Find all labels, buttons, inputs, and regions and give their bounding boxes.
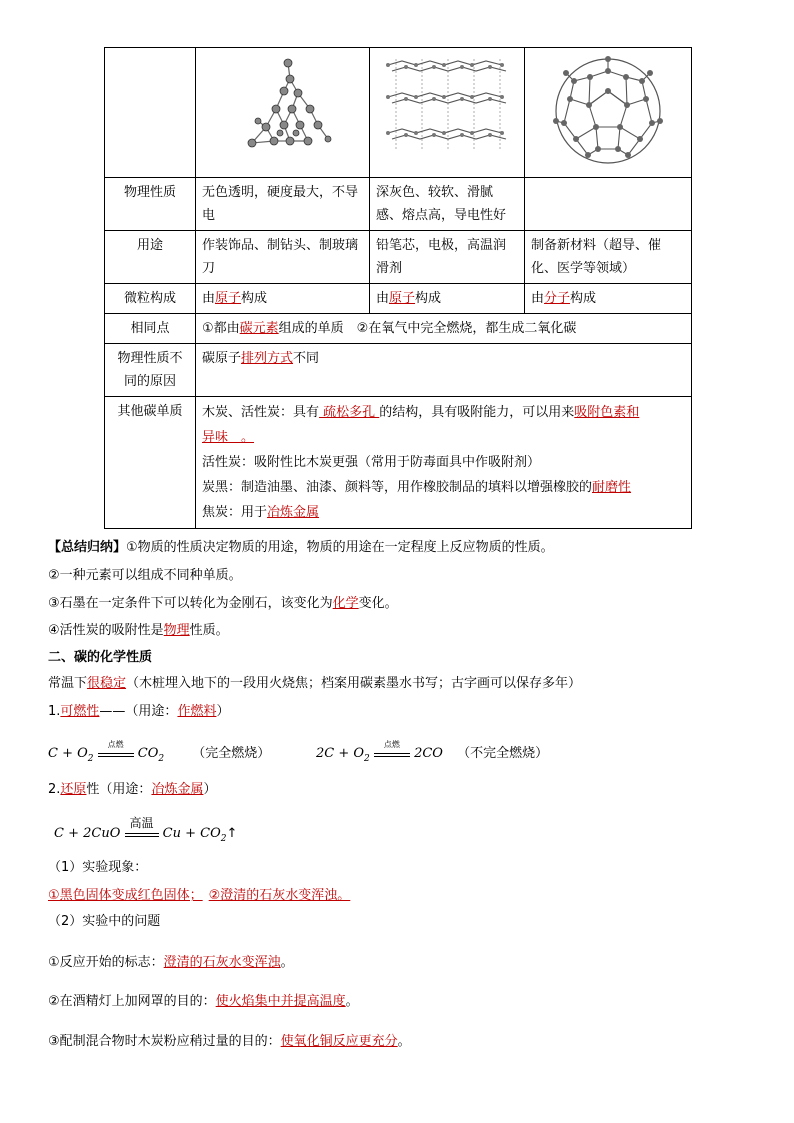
text: ①都由 bbox=[202, 321, 240, 336]
intro-line bbox=[48, 674, 581, 694]
table-cell bbox=[525, 284, 692, 314]
text-line: 活性炭：吸附性比木炭更强（常用于防毒面具中作吸附剂） bbox=[202, 455, 541, 470]
text: ①反应开始的标志： bbox=[48, 955, 164, 970]
eq-condition bbox=[125, 816, 159, 837]
eq-condition-text: 高温 bbox=[129, 816, 154, 830]
eq-note: （不完全燃烧） bbox=[457, 746, 549, 761]
table-row bbox=[105, 314, 692, 344]
text: ②在酒精灯上加网罩的目的： bbox=[48, 994, 216, 1009]
text: 性（用途： bbox=[86, 782, 152, 797]
table-cell: 作装饰品、制钻头、制玻璃刀 bbox=[196, 231, 370, 284]
text: ） bbox=[216, 704, 230, 719]
equation-reduction bbox=[54, 816, 238, 845]
eq-lhs: C + 2CuO bbox=[54, 826, 121, 841]
text-line bbox=[202, 400, 685, 425]
questions-heading: （2）实验中的问题 bbox=[48, 914, 161, 929]
section-title: 二、碳的化学性质 bbox=[48, 650, 153, 665]
eq-note: （完全燃烧） bbox=[192, 746, 271, 761]
text: 由 bbox=[531, 291, 545, 306]
reducibility-line bbox=[48, 780, 216, 800]
table-cell: 铅笔芯，电极，高温润滑剂 bbox=[370, 231, 525, 284]
eq-sub: 2 bbox=[364, 754, 370, 764]
text: ④活性炭的吸附性是 bbox=[48, 623, 164, 638]
eq-condition-text: 点燃 bbox=[383, 740, 400, 749]
eq-sub: 2 bbox=[87, 754, 94, 764]
answer-text: 使火焰集中并提高温度 bbox=[215, 994, 346, 1009]
answer-text: ②澄清的石灰水变浑浊。 bbox=[208, 888, 351, 903]
text: ③石墨在一定条件下可以转化为金刚石，该变化为 bbox=[48, 596, 333, 611]
answer-text: 作燃料 bbox=[177, 704, 217, 719]
text: 不同 bbox=[293, 351, 320, 366]
table-row bbox=[105, 231, 692, 284]
text: 木炭、活性炭：具有 bbox=[202, 405, 320, 420]
answer-text: 异味 。 bbox=[202, 430, 255, 445]
answer-text: 耐磨性 bbox=[592, 480, 632, 495]
text: ——（用途： bbox=[99, 704, 178, 719]
text: 构成 bbox=[415, 291, 442, 306]
answer-text: 使氧化铜反应更充分 bbox=[280, 1034, 398, 1049]
row-label: 物理性质 bbox=[105, 178, 196, 231]
text: 1. bbox=[48, 704, 61, 719]
text: 的结构，具有吸附能力，可以用来 bbox=[379, 405, 575, 420]
eq-rhs: Cu + CO bbox=[162, 826, 221, 841]
answer-text: ①黑色固体变成红色固体； bbox=[48, 888, 203, 903]
text: ） bbox=[203, 782, 217, 797]
text: 组成的单质 ②在氧气中完全燃烧，都生成二氧化碳 bbox=[278, 321, 577, 336]
table-cell bbox=[196, 314, 692, 344]
carbon-properties-table bbox=[104, 47, 692, 529]
gas-arrow: ↑ bbox=[226, 826, 238, 841]
table-cell bbox=[196, 284, 370, 314]
summary-line-2: ②一种元素可以组成不同种单质。 bbox=[48, 568, 242, 583]
table-cell: 深灰色、较软、滑腻感、熔点高，导电性好 bbox=[370, 178, 525, 231]
answer-text: 冶炼金属 bbox=[151, 782, 204, 797]
table-row bbox=[105, 48, 692, 178]
table-cell bbox=[196, 344, 692, 397]
answer-text: 疏松多孔 bbox=[319, 405, 380, 420]
eq-condition bbox=[98, 740, 134, 757]
question-line-3 bbox=[48, 1032, 411, 1052]
summary-line-1 bbox=[48, 538, 554, 558]
text: ①物质的性质决定物质的用途，物质的用途在一定程度上反应物质的性质。 bbox=[126, 540, 554, 555]
text: ③配制混合物时木炭粉应稍过量的目的： bbox=[48, 1034, 281, 1049]
answer-text: 很稳定 bbox=[87, 676, 127, 691]
row-label: 微粒构成 bbox=[105, 284, 196, 314]
answer-text: 澄清的石灰水变浑浊 bbox=[163, 955, 281, 970]
text: 构成 bbox=[570, 291, 597, 306]
text: 。 bbox=[397, 1034, 411, 1049]
row-label: 其他碳单质 bbox=[105, 397, 196, 529]
answer-text: 可燃性 bbox=[60, 704, 100, 719]
summary-line-4 bbox=[48, 621, 229, 641]
observation-line bbox=[48, 886, 350, 906]
text: 焦炭：用于 bbox=[202, 505, 268, 520]
text: 性质。 bbox=[189, 623, 229, 638]
equation-complete-combustion bbox=[48, 740, 271, 765]
table-cell: 制备新材料（超导、催化、医学等领域） bbox=[525, 231, 692, 284]
equation-incomplete-combustion bbox=[316, 740, 549, 765]
question-line-1 bbox=[48, 953, 294, 973]
combustibility-line bbox=[48, 702, 229, 722]
diamond-structure-image bbox=[196, 48, 370, 178]
text: 物理性质不 bbox=[117, 351, 183, 366]
text-line bbox=[202, 475, 685, 500]
text-line bbox=[202, 500, 685, 525]
answer-text: 物理 bbox=[163, 623, 190, 638]
table-cell: 无色透明，硬度最大，不导电 bbox=[196, 178, 370, 231]
eq-sub: 2 bbox=[158, 754, 165, 764]
text: 由 bbox=[376, 291, 390, 306]
eq-rhs: CO bbox=[137, 746, 159, 761]
answer-text: 分子 bbox=[544, 291, 571, 306]
row-label: 用途 bbox=[105, 231, 196, 284]
answer-text: 碳元素 bbox=[239, 321, 279, 336]
summary-line-3 bbox=[48, 594, 398, 614]
eq-condition bbox=[374, 740, 410, 757]
text: 构成 bbox=[241, 291, 268, 306]
answer-text: 还原 bbox=[60, 782, 87, 797]
eq-lhs: C + O bbox=[48, 746, 88, 761]
table-cell bbox=[370, 284, 525, 314]
table-row bbox=[105, 397, 692, 529]
row-label bbox=[105, 344, 196, 397]
row-label: 相同点 bbox=[105, 314, 196, 344]
text-line bbox=[202, 425, 685, 450]
answer-text: 排列方式 bbox=[241, 351, 294, 366]
table-row bbox=[105, 344, 692, 397]
table-cell bbox=[196, 397, 692, 529]
eq-sub: 2 bbox=[220, 834, 227, 844]
eq-rhs: 2CO bbox=[414, 746, 443, 761]
text: 碳原子 bbox=[202, 351, 242, 366]
c60-structure-image bbox=[525, 48, 692, 178]
answer-text: 化学 bbox=[332, 596, 359, 611]
answer-text: 原子 bbox=[215, 291, 242, 306]
table-row bbox=[105, 178, 692, 231]
answer-text: 原子 bbox=[389, 291, 416, 306]
text: 2. bbox=[48, 782, 61, 797]
summary-heading: 【总结归纳】 bbox=[48, 540, 127, 555]
text: 常温下 bbox=[48, 676, 88, 691]
text: 炭黑：制造油墨、油漆、颜料等，用作橡胶制品的填料以增强橡胶的 bbox=[202, 480, 593, 495]
observation-heading: （1）实验现象： bbox=[48, 860, 148, 875]
text: 。 bbox=[280, 955, 294, 970]
empty-cell bbox=[105, 48, 196, 178]
answer-text: 冶炼金属 bbox=[267, 505, 320, 520]
eq-lhs: 2C + O bbox=[316, 746, 365, 761]
answer-text: 吸附色素和 bbox=[574, 405, 640, 420]
table-row bbox=[105, 284, 692, 314]
graphite-structure-image bbox=[370, 48, 525, 178]
question-line-2 bbox=[48, 992, 359, 1012]
eq-condition-text: 点燃 bbox=[107, 740, 124, 749]
table-cell bbox=[525, 178, 692, 231]
text: 。 bbox=[345, 994, 359, 1009]
text: 同的原因 bbox=[123, 374, 176, 389]
text: 由 bbox=[202, 291, 216, 306]
text: （木桩埋入地下的一段用火烧焦；档案用碳素墨水书写；古字画可以保存多年） bbox=[126, 676, 582, 691]
text: 变化。 bbox=[358, 596, 398, 611]
